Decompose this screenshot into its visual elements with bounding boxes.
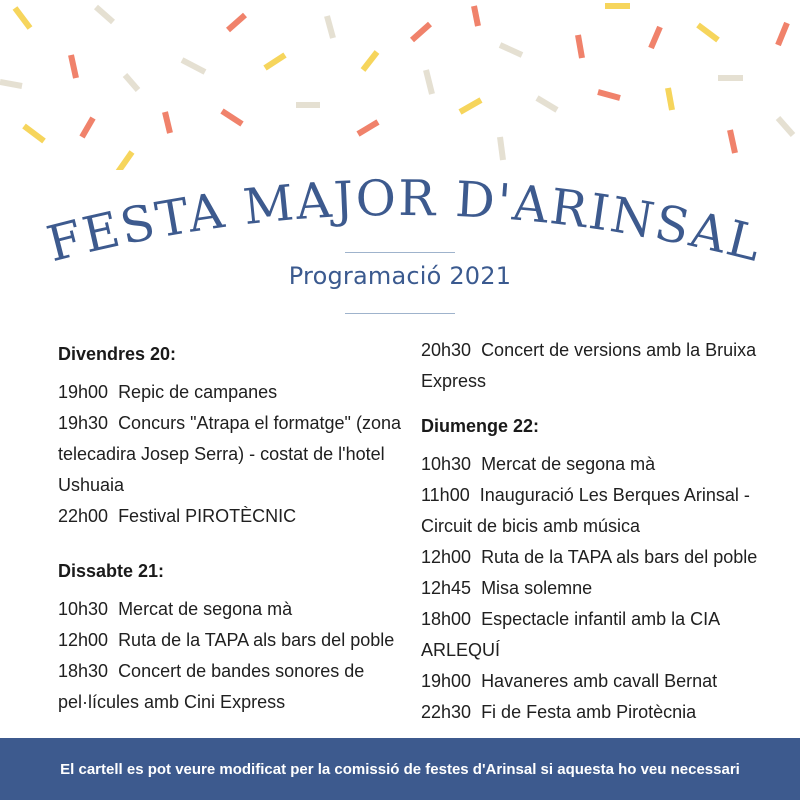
event-time: 12h45 (421, 578, 472, 598)
event-item (58, 594, 403, 625)
event-item (421, 697, 781, 728)
event-item (58, 625, 403, 656)
event-time: 22h00 (58, 506, 109, 526)
event-text: Inauguració Les Berques Arinsal - Circuit de bicis amb música (421, 485, 750, 536)
event-time: 19h00 (421, 671, 472, 691)
event-text: Mercat de segona mà (481, 454, 656, 474)
divider-top (345, 252, 455, 253)
event-time: 22h30 (421, 702, 472, 722)
event-item (421, 666, 781, 697)
event-item (421, 542, 781, 573)
day-heading-saturday: Dissabte 21: (58, 561, 165, 581)
schedule-right-column (421, 335, 781, 728)
spacer (421, 397, 781, 411)
page-title-text: FESTA MAJOR D'ARINSAL (41, 170, 769, 274)
event-text: Misa solemne (481, 578, 593, 598)
event-item (421, 480, 781, 542)
divider-bottom (345, 313, 455, 314)
event-item (421, 573, 781, 604)
subtitle: Programació 2021 (288, 262, 512, 290)
event-item (421, 604, 781, 666)
spacer (58, 532, 403, 556)
event-text: Concert de bandes sonores de pel·lícules amb Cini Express (58, 661, 365, 712)
event-time: 19h30 (58, 413, 109, 433)
event-text: Fi de Festa amb Pirotècnia (481, 702, 697, 722)
event-item (58, 501, 403, 532)
event-time: 18h30 (58, 661, 109, 681)
spacer (421, 442, 781, 449)
day-heading-sunday: Diumenge 22: (421, 416, 540, 436)
event-time: 10h30 (58, 599, 109, 619)
event-text: Festival PIROTÈCNIC (118, 506, 297, 526)
event-text: Ruta de la TAPA als bars del poble (481, 547, 758, 567)
spacer (58, 370, 403, 377)
event-item (58, 377, 403, 408)
day-heading-friday: Divendres 20: (58, 344, 177, 364)
event-text: Espectacle infantil amb la CIA ARLEQUÍ (421, 609, 720, 660)
event-text: Havaneres amb cavall Bernat (481, 671, 718, 691)
confetti-decoration (0, 0, 800, 170)
page-title (41, 170, 768, 273)
footer-banner (0, 738, 800, 800)
footer-notice: El cartell es pot veure modificat per la comissió de festes d'Arinsal si aquesta ho veu necessari (60, 760, 740, 778)
event-item (58, 656, 403, 718)
event-text: Mercat de segona mà (118, 599, 293, 619)
event-text: Ruta de la TAPA als bars del poble (118, 630, 395, 650)
event-time: 12h00 (421, 547, 472, 567)
event-item (421, 449, 781, 480)
event-time: 11h00 (421, 485, 470, 505)
event-text: Repic de campanes (118, 382, 278, 402)
schedule-left-column (58, 339, 403, 718)
event-item (421, 335, 781, 397)
event-time: 19h00 (58, 382, 109, 402)
event-time: 20h30 (421, 340, 472, 360)
event-text: Concert de versions amb la Bruixa Express (421, 340, 757, 391)
event-time: 18h00 (421, 609, 472, 629)
event-item (58, 408, 403, 501)
spacer (58, 587, 403, 594)
confetti-icon (0, 0, 800, 170)
event-time: 12h00 (58, 630, 109, 650)
event-text: Concurs "Atrapa el formatge" (zona telecadira Josep Serra) - costat de l'hotel Ushuaia (58, 413, 401, 495)
event-time: 10h30 (421, 454, 472, 474)
